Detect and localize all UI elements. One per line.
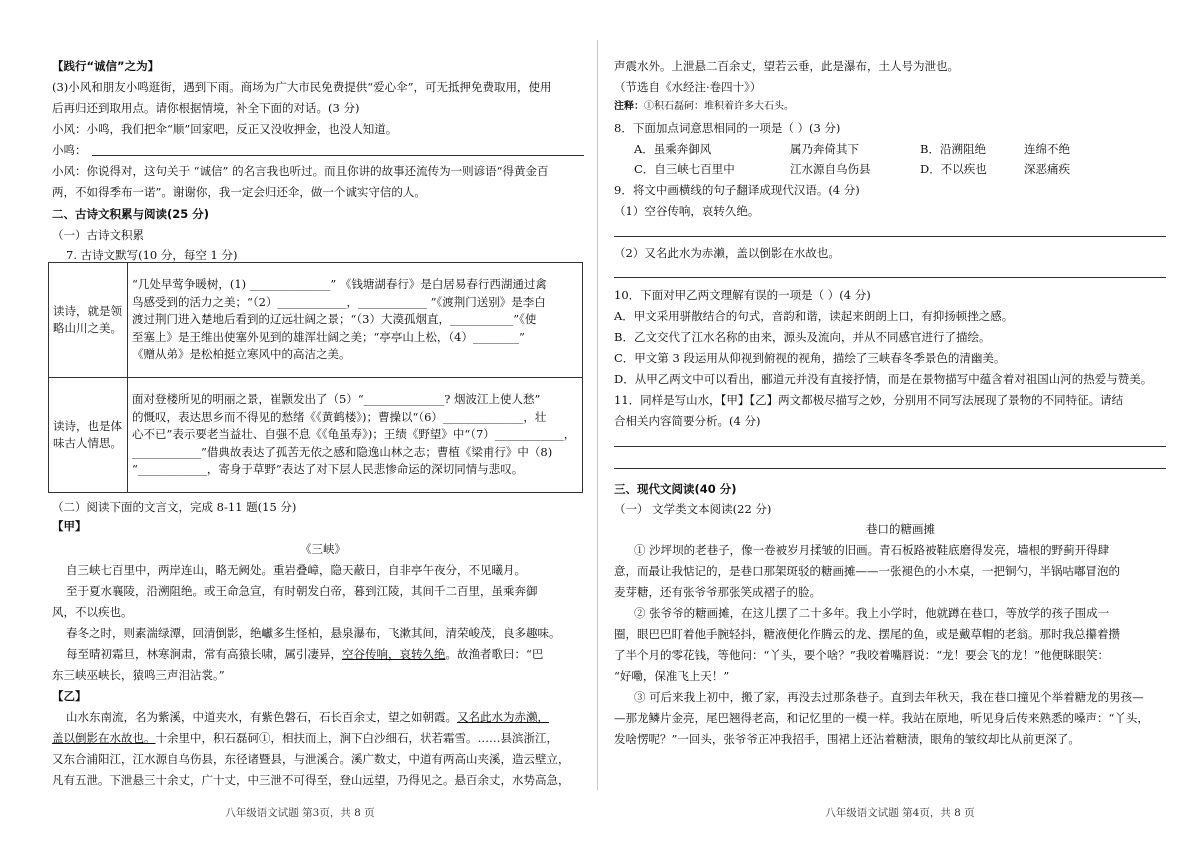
answer-line bbox=[614, 236, 1166, 237]
passage-jia-title: 《三峡》 bbox=[300, 542, 346, 556]
source-note: （节选自《水经注·卷四十》） bbox=[614, 80, 762, 94]
question-11-line2: 合相关内容简要分析。(4 分) bbox=[614, 414, 761, 428]
q10-option: C．甲文第 3 段运用从仰视到俯视的视角，描绘了三峡春冬季景色的清幽美。 bbox=[614, 351, 1006, 365]
page-footer-4: 八年级语文试题 第4页，共 8 页 bbox=[825, 807, 975, 819]
jia-line: 自三峡七百里中，两岸连山，略无阙处。重岩叠嶂，隐天蔽日，自非亭午夜分，不见曦月。 bbox=[66, 563, 526, 577]
story-line: 圈，眼巴巴盯着他手腕轻抖，糖液便化作腾云的龙、摆尾的鱼，或是戴草帽的老翁。那时我总攥着攒 bbox=[614, 627, 1120, 641]
story-line: 了半个月的零花钱，等他问：“丫头，要个啥？”我咬着嘴唇说：“龙！要会飞的龙！”他便眯眼笑： bbox=[614, 648, 1110, 662]
q8-option-a-pair: 属乃奔倚其下 bbox=[790, 142, 859, 156]
story-line: ① 沙坪坝的老巷子，像一卷被岁月揉皱的旧画。青石板路被鞋底磨得发亮，墙根的野蓟开得肆 bbox=[634, 543, 1110, 557]
footnote-text: ①积石磊砢：堆积着许多大石头。 bbox=[644, 101, 794, 112]
story-line: 意，而最让我惦记的，是巷口那架斑驳的糖画摊——一张褪色的小木桌，一把铜勺，半锅咕嘟冒泡的 bbox=[614, 564, 1120, 578]
answer-line bbox=[614, 446, 1166, 447]
part2-title: 二、古诗文积累与阅读(25 分) bbox=[52, 207, 210, 221]
story-line: 发啥愣呢？”一回头，张爷爷正冲我招手，围裙上还沾着糖渍，眼角的皱纹却比从前更深了。 bbox=[614, 732, 1080, 746]
underlined-sentence-2a: 又名此水为赤濑， bbox=[457, 710, 549, 724]
yi-line-with-underline bbox=[66, 708, 549, 726]
section-honesty-title: 【践行“诚信”之为】 bbox=[52, 59, 160, 73]
row1-text bbox=[128, 263, 583, 378]
page-4 bbox=[600, 0, 1200, 847]
yi-continuation: 声震水外。上泄悬二百余丈，望若云垂，此是瀑布，土人号为泄也。 bbox=[614, 59, 959, 73]
q8-option-c-pair: 江水源自乌伤县 bbox=[790, 162, 871, 176]
passage-jia-label: 【甲】 bbox=[52, 519, 87, 533]
row2-line: “____________，寄身于草野”表达了对下层人民悲惨命运的深切同情与悲叹。 bbox=[132, 462, 524, 477]
q9-part1: （1）空谷传响，哀转久绝。 bbox=[614, 204, 760, 218]
jia-text: 每至晴初霜旦，林寒涧肃，常有高猿长啸，属引凄异， bbox=[66, 647, 342, 661]
page-divider bbox=[597, 40, 598, 790]
row2-line: 面对登楼所见的明丽之景，崔颢发出了（5）“______________? 烟波江上使人愁” bbox=[132, 392, 541, 407]
answer-blank-line bbox=[92, 155, 584, 156]
yi-line: 又东合浦阳江，江水源自乌伤县，东径诸暨县，与泄溪合。溪广数丈，中道有两高山夹溪，造云壁立， bbox=[52, 752, 570, 766]
underlined-sentence-1: 空谷传响，哀转久绝 bbox=[342, 647, 446, 661]
row1-line: 鸟感受到的活力之美；“（2）____________，____________ ”《渡荆门送别》是李白 bbox=[132, 294, 546, 309]
recitation-table bbox=[48, 262, 583, 493]
q8-option-c: C．自三峡七百里中 bbox=[634, 162, 735, 176]
row1-line: 至塞上》是王维出使塞外见到的雄浑壮阔之美；“亭亭山上松，（4）________” bbox=[132, 329, 525, 344]
story-line: —那龙鳞片金亮，尾巴翘得老高，和记忆里的一模一样。我站在原地，听见身后传来熟悉的嗓声：“丫头， bbox=[614, 711, 1149, 725]
jia-line: 风，不以疾也。 bbox=[52, 605, 133, 619]
question-11-line1: 11．同样是写山水，【甲】【乙】两文都极尽描写之妙，分别用不同写法展现了景物的不同特征。请结 bbox=[614, 393, 1124, 407]
story-line: 麦芽糖，还有张爷爷那张笑成褶子的脸。 bbox=[614, 585, 821, 599]
part3-title: 三、现代文阅读(40 分) bbox=[614, 482, 737, 496]
sub-section-2: （二）阅读下面的文言文，完成 8-11 题(15 分) bbox=[52, 500, 297, 514]
yi-text: 山水东南流，名为紫溪，中道夹水，有紫色磐石，石长百余丈，望之如朝霞。 bbox=[66, 710, 457, 724]
story-title: 巷口的糖画摊 bbox=[866, 522, 935, 536]
footnote-label: 注释： bbox=[614, 101, 644, 112]
footnote bbox=[614, 98, 794, 116]
row1-line: 渡过荆门进入楚地后看到的辽远壮阔之景；“（3）大漠孤烟直，___________”《使 bbox=[132, 312, 537, 327]
row1-label: 读诗，就是领略山川之美。 bbox=[49, 263, 128, 378]
jia-line: 春冬之时，则素湍绿潭，回清倒影，绝巘多生怪柏，悬泉瀑布，飞漱其间，清荣峻茂，良多趣味。 bbox=[66, 626, 561, 640]
part3-subtitle: （一） 文学类文本阅读(22 分) bbox=[614, 502, 772, 516]
jia-text: 。故渔者歌曰：“巴 bbox=[445, 647, 544, 661]
q8-option-d-pair: 深恶痛疾 bbox=[1024, 162, 1070, 176]
underlined-sentence-2b: 盖以倒影在水故也。 bbox=[52, 731, 156, 745]
answer-line bbox=[614, 468, 1166, 469]
story-line: ② 张爷爷的糖画摊，在这儿摆了二十多年。我上小学时，他就蹲在巷口，等放学的孩子围成一 bbox=[634, 606, 1110, 620]
row1-line: “几处早莺争暖树，(1) ______________” 《钱塘湖春行》是白居易春行西湖通过禽 bbox=[132, 277, 547, 292]
q8-option-d: D．不以疾也 bbox=[920, 162, 987, 176]
question-7: 7. 古诗文默写(10 分，每空 1 分) bbox=[66, 248, 238, 262]
dialogue-xiaofeng-2-line1: 小风：你说得对，这句关于 “诚信” 的名言我也听过。而且你讲的故事还流传为一则谚语“得黄金百 bbox=[52, 164, 549, 178]
q8-option-b: B．沿溯阻绝 bbox=[920, 142, 986, 156]
honesty-question-line1: (3)小风和朋友小鸣逛街，遇到下雨。商场为广大市民免费提供“爱心伞”，可无抵押免费取用，使用 bbox=[52, 80, 552, 94]
jia-line: 东三峡巫峡长，猿鸣三声泪沾裳。” bbox=[52, 668, 225, 682]
q10-option: A．甲文采用骈散结合的句式，音韵和谐，读起来朗朗上口，有抑扬顿挫之感。 bbox=[614, 309, 1014, 323]
q8-option-b-pair: 连绵不绝 bbox=[1024, 142, 1070, 156]
yi-text: 十余里中，积石磊砢①，相扶而上，涧下白沙细石，状若霜雪。……县滨浙江， bbox=[155, 731, 558, 745]
row2-line: 心不已”表示要老当益壮、自强不息《《龟虽寿》)；王绩《野望》中“（7）____________， bbox=[132, 427, 576, 442]
answer-line bbox=[614, 277, 1166, 278]
dialogue-xiaoming-label: 小鸣： bbox=[52, 143, 87, 157]
q10-option: D．从甲乙两文中可以看出，郦道元并没有直接抒情，而是在景物描写中蕴含着对祖国山河的热爱与赞美。 bbox=[614, 372, 1153, 386]
row2-text bbox=[128, 378, 583, 493]
yi-line: 凡有五泄。下泄悬三十余丈，广十丈，中三泄不可得至，登山远望，乃得见之。悬百余丈，水势高急， bbox=[52, 773, 570, 787]
yi-line bbox=[52, 729, 558, 747]
q10-option: B．乙文交代了江水名称的由来，源头及流向，并从不同感官进行了描绘。 bbox=[614, 330, 991, 344]
q8-option-a: A．虽乘奔御风 bbox=[634, 142, 712, 156]
row2-line: ____________”借典故表达了孤苦无依之感和隐逸山林之志；曹植《梁甫行》中（8) bbox=[132, 444, 553, 459]
question-10: 10．下面对甲乙两文理解有误的一项是（ ）(4 分) bbox=[614, 288, 871, 302]
sub-section-1: （一）古诗文积累 bbox=[52, 228, 144, 242]
story-line: “好嘞，保准飞上天！” bbox=[614, 669, 730, 683]
row2-label: 读诗，也是体味古人情思。 bbox=[49, 378, 128, 493]
jia-line-with-underline bbox=[66, 645, 543, 663]
page-footer-3: 八年级语文试题 第3页，共 8 页 bbox=[225, 807, 375, 819]
q9-part2: （2）又名此水为赤濑，盖以倒影在水故也。 bbox=[614, 246, 840, 260]
dialogue-xiaofeng-1: 小风：小鸣，我们把伞“顺”回家吧，反正又没收押金，也没人知道。 bbox=[52, 122, 398, 136]
question-8: 8．下面加点词意思相同的一项是（ ）(3 分) bbox=[614, 121, 841, 135]
story-line: ③ 可后来我上初中，搬了家，再没去过那条巷子。直到去年秋天，我在巷口撞见个举着糖龙的男孩— bbox=[634, 690, 1144, 704]
jia-line: 至于夏水襄陵，沿溯阻绝。或王命急宣，有时朝发白帝，暮到江陵，其间千二百里，虽乘奔御 bbox=[66, 584, 538, 598]
row2-line: 的慨叹，表达思乡而不得见的愁绪《《黄鹤楼》)；曹操以“（6）______________，壮 bbox=[132, 409, 547, 424]
honesty-question-line2: 后再归还到取用点。请你根据情境，补全下面的对话。(3 分) bbox=[52, 101, 360, 115]
row1-line: 《赠从弟》是松柏挺立寒风中的高洁之美。 bbox=[132, 347, 351, 362]
dialogue-xiaofeng-2-line2: 两，不如得季布一诺”。谢谢你，我一定会归还伞，做一个诚实守信的人。 bbox=[52, 185, 426, 199]
passage-yi-label: 【乙】 bbox=[52, 689, 87, 703]
question-9: 9．将文中画横线的句子翻译成现代汉语。(4 分) bbox=[614, 183, 860, 197]
